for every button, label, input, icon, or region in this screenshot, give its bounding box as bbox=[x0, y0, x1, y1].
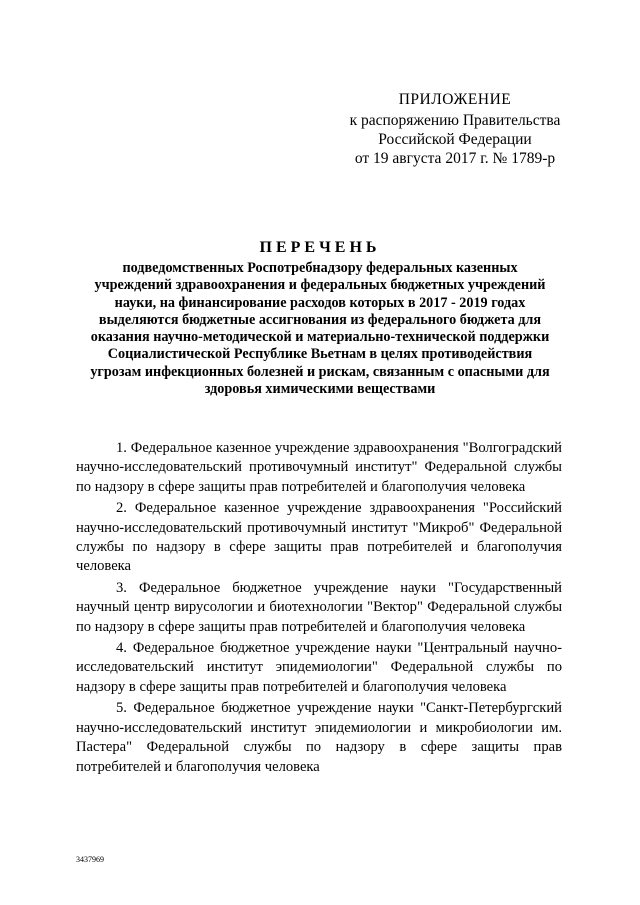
document-code: 3437969 bbox=[76, 855, 104, 864]
appendix-line-2: Российской Федерации bbox=[378, 131, 532, 148]
list-item-1: 1. Федеральное казенное учреждение здравоохранения "Волгоградский научно-исследовательский противочумный институт" Федеральной службы по надзору в сфере защиты прав потребителей и благополучия человека bbox=[76, 440, 562, 495]
list-item-3: 3. Федеральное бюджетное учреждение науки "Государственный научный центр вирусологии и биотехнологии "Вектор" Федеральной службы по надзору в сфере защиты прав потребителей и благополучия человека bbox=[76, 579, 562, 635]
list-item-4: 4. Федеральное бюджетное учреждение науки "Центральный научно-исследовательский институт эпидемиологии" Федеральной службы по надзору в сфере защиты прав потребителей и благополучия человека bbox=[76, 640, 562, 695]
appendix-line-1: к распоряжению Правительства bbox=[349, 112, 561, 129]
institution-list bbox=[76, 439, 562, 779]
document-heading bbox=[90, 238, 550, 398]
document-title: ПЕРЕЧЕНЬ bbox=[259, 239, 381, 256]
list-item-2: 2. Федеральное казенное учреждение здравоохранения "Российский научно-исследовательский противочумный институт "Микроб" Федеральной службы по надзору в сфере защиты прав потребителей и благополучия человека bbox=[76, 500, 562, 575]
list-item-5: 5. Федеральное бюджетное учреждение науки "Санкт-Петербургский научно-исследовательский институт эпидемиологии и микробиологии им. Пастера" Федеральной службы по надзору в сфере защиты прав потребителей и благополучия человека bbox=[76, 700, 562, 775]
appendix-title: ПРИЛОЖЕНИЕ bbox=[398, 91, 512, 108]
appendix-line-3: от 19 августа 2017 г. № 1789-р bbox=[354, 150, 556, 167]
appendix-block bbox=[330, 90, 580, 168]
document-subtitle: подведомственных Роспотребнадзору федеральных казенных учреждений здравоохранения и федеральных бюджетных учреждений науки, на финансирование расходов которых в 2017 - 2019 годах выделяются бюджетные ассигнования из федерального бюджета для оказания научно-методической и материально-технической поддержки Социалистической Республике Вьетнам в целях противодействия угрозам инфекционных болезней и рискам, связанным с опасными для здоровья химическими веществами bbox=[90, 260, 550, 398]
